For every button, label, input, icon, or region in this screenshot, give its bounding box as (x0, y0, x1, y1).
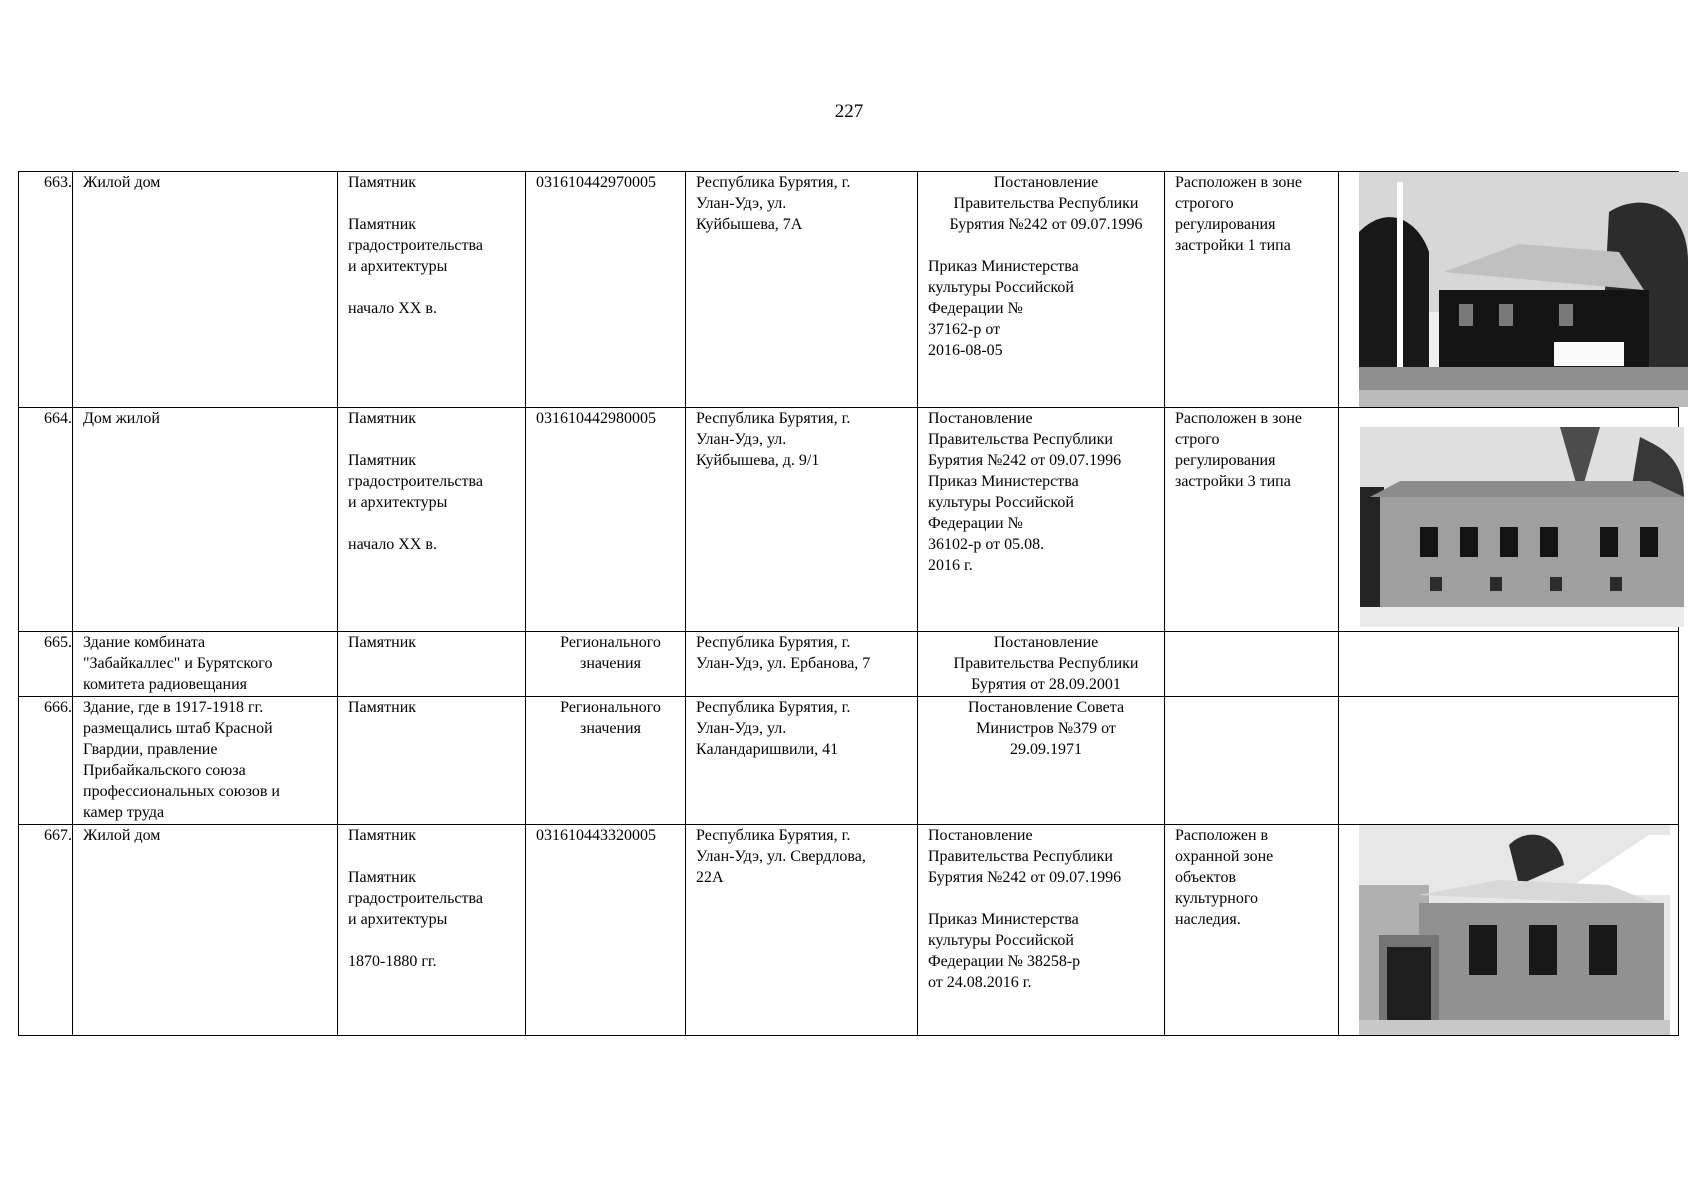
text-line: 36102-р от 05.08. (928, 536, 1045, 553)
legal-document (918, 632, 1165, 697)
text-line: Приказ Министерства (928, 473, 1079, 490)
object-address (686, 172, 918, 408)
text-line: регулирования (1175, 216, 1276, 233)
object-name (73, 697, 338, 825)
text-line: Постановление (928, 410, 1033, 427)
object-category (338, 172, 526, 408)
table-row-665 (19, 632, 1679, 697)
table-row-663 (19, 172, 1679, 408)
object-photo-cell (1339, 632, 1679, 697)
registration-number: 031610442980005 (526, 408, 686, 632)
text-line: Республика Бурятия, г. (696, 174, 851, 191)
text-line (348, 930, 525, 951)
building-photo-664 (1360, 427, 1684, 627)
text-line: 37162-р от (928, 321, 1001, 338)
text-line: Федерации № 38258-р (928, 953, 1081, 970)
text-line: Улан-Удэ, ул. (696, 720, 787, 737)
text-line: Бурятия №242 от 09.07.1996 (928, 869, 1122, 886)
object-significance (526, 632, 686, 697)
text-line: Улан-Удэ, ул. Свердлова, (696, 848, 866, 865)
row-number: 666. (19, 697, 73, 825)
text-line: Улан-Удэ, ул. (696, 431, 787, 448)
text-line: Памятник (348, 216, 417, 233)
text-line: наследия. (1175, 911, 1241, 928)
text-line: значения (580, 720, 641, 737)
text-line: охранной зоне (1175, 848, 1274, 865)
text-line: застройки 3 типа (1175, 473, 1291, 490)
text-line: культурного (1175, 890, 1259, 907)
object-category: Памятник (338, 632, 526, 697)
text-line: комитета радиовещания (83, 676, 247, 693)
legal-document (918, 408, 1165, 632)
table-row-666 (19, 697, 1679, 825)
text-line: значения (580, 655, 641, 672)
text-line: Куйбышева, д. 9/1 (696, 452, 820, 469)
text-line: Федерации № (928, 515, 1023, 532)
text-line: Приказ Министерства (928, 258, 1079, 275)
text-line (928, 235, 1164, 256)
text-line: Приказ Министерства (928, 911, 1079, 928)
text-line: камер труда (83, 804, 165, 821)
text-line: 1870-1880 гг. (348, 953, 437, 970)
text-line: Улан-Удэ, ул. Ербанова, 7 (696, 655, 871, 672)
table-row-664 (19, 408, 1679, 632)
legal-document (918, 825, 1165, 1036)
text-line: регулирования (1175, 452, 1276, 469)
legal-document (918, 172, 1165, 408)
building-photo-663 (1359, 172, 1688, 407)
text-line: и архитектуры (348, 258, 448, 275)
text-line: Правительства Республики (928, 848, 1113, 865)
text-line: Правительства Республики (928, 431, 1113, 448)
text-line: от 24.08.2016 г. (928, 974, 1032, 991)
text-line (928, 888, 1164, 909)
object-address (686, 697, 918, 825)
text-line (348, 193, 525, 214)
text-line: Республика Бурятия, г. (696, 634, 851, 651)
text-line: Памятник (348, 174, 417, 191)
row-number: 663. (19, 172, 73, 408)
text-line: Каландаришвили, 41 (696, 741, 839, 758)
text-line: Памятник (348, 869, 417, 886)
object-photo-cell (1339, 697, 1679, 825)
protection-zone (1165, 825, 1339, 1036)
text-line: Прибайкальского союза (83, 762, 246, 779)
text-line: Республика Бурятия, г. (696, 410, 851, 427)
text-line: строгого (1175, 195, 1234, 212)
text-line: Расположен в зоне (1175, 174, 1302, 191)
text-line: Куйбышева, 7А (696, 216, 803, 233)
text-line: Правительства Республики (953, 655, 1139, 672)
text-line: Памятник (348, 452, 417, 469)
text-line (348, 513, 525, 534)
row-number: 667. (19, 825, 73, 1036)
text-line: Министров №379 от (976, 720, 1116, 737)
protection-zone (1165, 632, 1339, 697)
building-photo-667 (1359, 825, 1670, 1035)
table-row-667 (19, 825, 1679, 1036)
text-line: Федерации № (928, 300, 1023, 317)
text-line: Постановление (928, 827, 1033, 844)
text-line: Постановление (993, 174, 1099, 191)
text-line: Памятник (348, 827, 417, 844)
text-line: Бурятия от 28.09.2001 (971, 676, 1121, 693)
text-line: градостроительства (348, 237, 483, 254)
object-name: Жилой дом (73, 825, 338, 1036)
text-line: Постановление (993, 634, 1099, 651)
text-line: 22А (696, 869, 724, 886)
text-line: Улан-Удэ, ул. (696, 195, 787, 212)
text-line: Республика Бурятия, г. (696, 699, 851, 716)
text-line (348, 846, 525, 867)
object-address (686, 408, 918, 632)
text-line: и архитектуры (348, 494, 448, 511)
object-address (686, 632, 918, 697)
text-line: Постановление Совета (967, 699, 1125, 716)
text-line: размещались штаб Красной (83, 720, 273, 737)
text-line: Расположен в зоне (1175, 410, 1302, 427)
text-line: "Забайкаллес" и Бурятского (83, 655, 273, 672)
text-line: Памятник (348, 410, 417, 427)
text-line: Республика Бурятия, г. (696, 827, 851, 844)
text-line: 2016-08-05 (928, 342, 1003, 359)
registration-number: 031610443320005 (526, 825, 686, 1036)
legal-document (918, 697, 1165, 825)
row-number: 664. (19, 408, 73, 632)
text-line: культуры Российской (928, 279, 1074, 296)
page-number: 227 (834, 101, 864, 122)
text-line (348, 429, 525, 450)
text-line: Здание комбината (83, 634, 206, 651)
text-line: Здание, где в 1917-1918 гг. (83, 699, 264, 716)
text-line: градостроительства (348, 473, 483, 490)
object-photo-cell (1339, 408, 1679, 632)
text-line: Правительства Республики (953, 195, 1139, 212)
text-line: строго (1175, 431, 1220, 448)
object-photo-cell (1339, 825, 1679, 1036)
text-line: культуры Российской (928, 494, 1074, 511)
object-name: Жилой дом (73, 172, 338, 408)
text-line: и архитектуры (348, 911, 448, 928)
object-photo-cell (1339, 172, 1679, 408)
text-line: Расположен в (1175, 827, 1269, 844)
protection-zone (1165, 697, 1339, 825)
text-line: объектов (1175, 869, 1237, 886)
heritage-registry-table (18, 171, 1679, 1036)
text-line: 29.09.1971 (1010, 741, 1082, 758)
text-line: Бурятия №242 от 09.07.1996 (949, 216, 1143, 233)
text-line: 2016 г. (928, 557, 973, 574)
object-name (73, 632, 338, 697)
protection-zone (1165, 172, 1339, 408)
object-name: Дом жилой (73, 408, 338, 632)
text-line: градостроительства (348, 890, 483, 907)
text-line: профессиональных союзов и (83, 783, 280, 800)
text-line: Регионального (560, 699, 661, 716)
text-line: Гвардии, правление (83, 741, 218, 758)
object-category: Памятник (338, 697, 526, 825)
object-category (338, 408, 526, 632)
text-line: начало XX в. (348, 300, 437, 317)
object-significance (526, 697, 686, 825)
row-number: 665. (19, 632, 73, 697)
registration-number: 031610442970005 (526, 172, 686, 408)
text-line (348, 277, 525, 298)
protection-zone (1165, 408, 1339, 632)
text-line: начало XX в. (348, 536, 437, 553)
object-category (338, 825, 526, 1036)
text-line: культуры Российской (928, 932, 1074, 949)
text-line: Бурятия №242 от 09.07.1996 (928, 452, 1122, 469)
text-line: застройки 1 типа (1175, 237, 1291, 254)
object-address (686, 825, 918, 1036)
text-line: Регионального (560, 634, 661, 651)
